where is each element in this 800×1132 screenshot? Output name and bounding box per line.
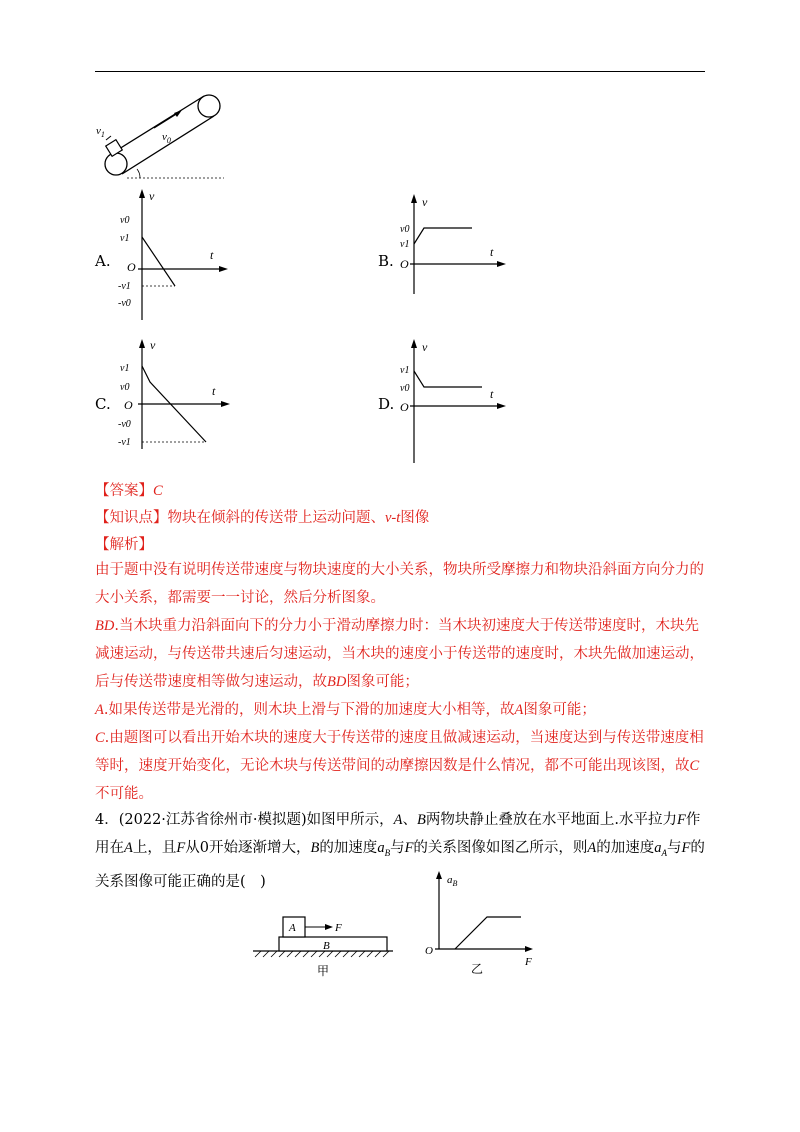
lower-roller xyxy=(105,153,127,175)
caption-jia: 甲 xyxy=(317,964,330,978)
belt-bottom xyxy=(122,116,214,174)
analysis-p2: BD.当木块重力沿斜面向下的分力小于滑动摩擦力时：当木块初速度大于传送带速度时，木块先减速运动，与传送带共速后匀速运动，当木块的速度小于传送带的速度时，木块先做加速运动，后与传送带速度相等做匀速运动，故BD图象可能； xyxy=(95,618,704,690)
origin: O xyxy=(400,400,409,414)
option-b-graph xyxy=(392,190,512,295)
belt-top xyxy=(111,96,204,154)
tick-v1: v1 xyxy=(400,239,410,250)
tick-v0: v0 xyxy=(400,383,410,394)
b-velocity-line xyxy=(414,228,472,244)
tick-v1: v1 xyxy=(120,233,130,244)
analysis-p1: 由于题中没有说明传送带速度与物块速度的大小关系，物块所受摩擦力和物块沿斜面方向分力的大小关系，都需要一一讨论，然后分析图象。 xyxy=(95,562,704,606)
a-velocity-line xyxy=(142,237,175,286)
v1-label: $v_1$ xyxy=(96,125,105,139)
option-c-graph xyxy=(112,335,242,450)
axis-t: t xyxy=(490,245,494,259)
analysis-p3: A.如果传送带是光滑的，则木块上滑与下滑的加速度大小相等，故A图象可能； xyxy=(95,702,596,718)
origin: O xyxy=(127,260,136,274)
analysis-title: 【解析】 xyxy=(95,537,153,553)
axis-f: F xyxy=(525,956,532,968)
tick-v0: v0 xyxy=(120,215,130,226)
tick-v1: v1 xyxy=(120,363,130,374)
v1-arrow xyxy=(106,136,111,140)
axis-v: v xyxy=(422,195,428,209)
header-rule xyxy=(95,71,705,72)
option-c-letter[interactable]: C. xyxy=(95,395,111,413)
tick-neg-v1: -v1 xyxy=(118,281,131,292)
axis-t: t xyxy=(212,384,216,398)
v0-label: $v_0$ xyxy=(162,131,171,145)
tick-v0: v0 xyxy=(120,382,130,393)
tick-v0: v0 xyxy=(400,224,410,235)
label-f: F xyxy=(335,922,342,934)
option-a-graph xyxy=(112,185,232,325)
tick-v1: v1 xyxy=(400,365,410,376)
origin: O xyxy=(425,945,433,957)
v0-arrowhead xyxy=(174,110,182,117)
axis-v: v xyxy=(422,340,428,354)
axis-t: t xyxy=(210,248,214,262)
answer-line: 【答案】C xyxy=(95,483,163,499)
v0-arrow xyxy=(154,113,178,128)
axis-t: t xyxy=(490,387,494,401)
origin: O xyxy=(124,398,133,412)
option-b-letter[interactable]: B. xyxy=(378,252,394,270)
tick-neg-v0: -v0 xyxy=(118,298,131,309)
analysis-p4: C.由题图可以看出开始木块的速度大于传送带的速度且做减速运动，当速度达到与传送带速度相等时，速度开始变化，无论木块与传送带间的动摩擦因数是什么情况，都不可能出现该图，故C不可能。 xyxy=(95,730,704,802)
label-a: A xyxy=(289,922,296,934)
label-b: B xyxy=(323,940,330,952)
knowledge-line: 【知识点】物块在倾斜的传送带上运动问题、v-t图像 xyxy=(95,510,430,526)
option-d-graph xyxy=(392,335,512,465)
axis-v: v xyxy=(150,338,156,352)
caption-yi: 乙 xyxy=(471,962,484,976)
ground-hatching xyxy=(255,951,389,957)
question-4: 4．(2022·江苏省徐州市·模拟题)如图甲所示，A、B两物块静止叠放在水平地面上.水平拉力F作用在A上，且F从0开始逐渐增大，B的加速度$a_B$与F的关系图像如图乙所示，则A的加速度$a_A$与F的关系图像可能正确的是( ) xyxy=(95,812,705,890)
origin: O xyxy=(400,257,409,271)
option-d-letter[interactable]: D. xyxy=(378,395,395,413)
tick-neg-v0: -v0 xyxy=(118,419,131,430)
option-a-letter[interactable]: A. xyxy=(95,252,111,270)
figure-4 xyxy=(245,865,545,990)
block-b xyxy=(279,937,387,951)
d-velocity-line xyxy=(414,371,482,387)
tick-neg-v1: -v1 xyxy=(118,437,131,448)
conveyor-diagram xyxy=(92,92,232,188)
angle-arc xyxy=(137,169,140,178)
ab-f-line xyxy=(455,917,521,949)
axis-ab: $a_B$ xyxy=(447,874,458,888)
axis-v: v xyxy=(149,189,155,203)
